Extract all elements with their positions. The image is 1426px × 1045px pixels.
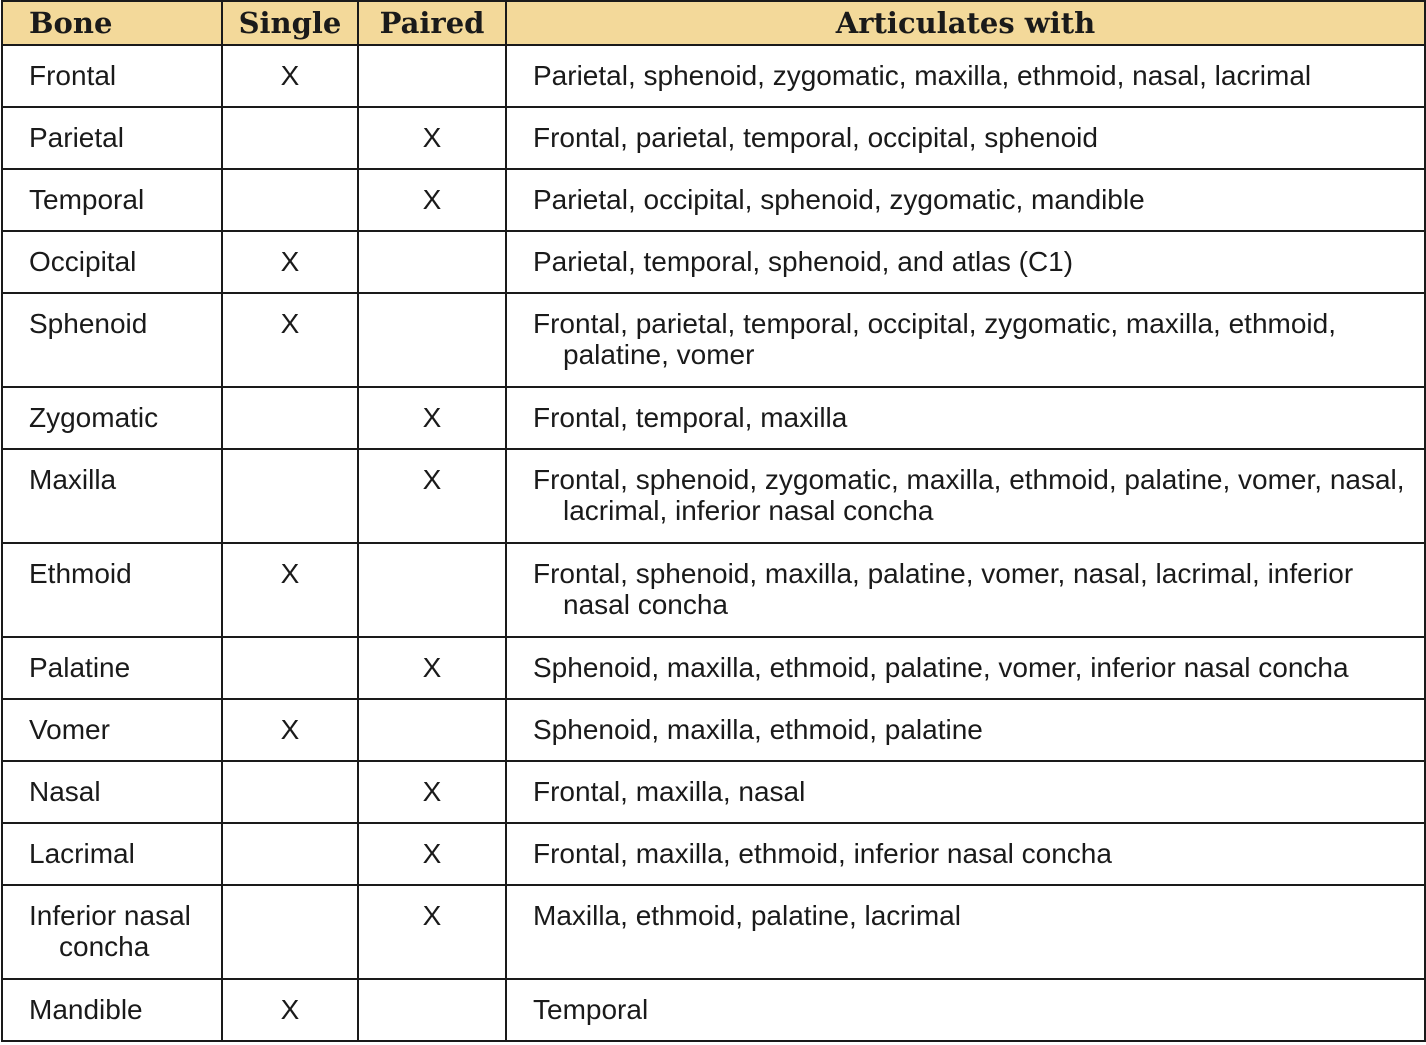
articulates-with: Frontal, temporal, maxilla: [533, 402, 848, 433]
single-mark: X: [222, 543, 358, 637]
table-row: [2, 387, 1425, 449]
paired-mark: [358, 699, 506, 761]
paired-mark: X: [358, 637, 506, 699]
table-row: [2, 449, 1425, 543]
single-mark: [222, 387, 358, 449]
table-row: [2, 637, 1425, 699]
paired-mark: X: [358, 761, 506, 823]
articulates-with: Frontal, maxilla, nasal: [533, 776, 806, 807]
header-single: Single: [222, 1, 358, 45]
bones-table: [1, 0, 1426, 1042]
articulates-with: Parietal, occipital, sphenoid, zygomatic, mandible: [533, 184, 1145, 215]
articulates-with: Sphenoid, maxilla, ethmoid, palatine: [533, 714, 983, 745]
single-mark: X: [222, 979, 358, 1041]
bone-name: Ethmoid: [29, 558, 132, 589]
bone-name: Lacrimal: [29, 838, 135, 869]
bone-name: Maxilla: [29, 464, 117, 495]
bone-name: Zygomatic: [29, 402, 159, 433]
single-mark: [222, 885, 358, 979]
single-mark: [222, 823, 358, 885]
articulates-with: Frontal, parietal, temporal, occipital, sphenoid: [533, 122, 1098, 153]
articulates-with: Frontal, parietal, temporal, occipital, zygomatic, maxilla, ethmoid, palatine, vomer: [533, 308, 1336, 370]
bone-name: Temporal: [29, 184, 145, 215]
paired-mark: X: [358, 169, 506, 231]
paired-mark: X: [358, 885, 506, 979]
paired-mark: X: [358, 449, 506, 543]
paired-mark: X: [358, 107, 506, 169]
table-row: [2, 231, 1425, 293]
single-mark: [222, 169, 358, 231]
header-row: [2, 1, 1425, 45]
paired-mark: X: [358, 387, 506, 449]
single-mark: [222, 449, 358, 543]
table-row: [2, 699, 1425, 761]
paired-mark: [358, 45, 506, 107]
table-row: [2, 169, 1425, 231]
paired-mark: [358, 543, 506, 637]
articulates-with: Sphenoid, maxilla, ethmoid, palatine, vomer, inferior nasal concha: [533, 652, 1349, 683]
single-mark: [222, 637, 358, 699]
bone-name: Frontal: [29, 60, 117, 91]
paired-mark: [358, 293, 506, 387]
articulates-with: Parietal, temporal, sphenoid, and atlas (C1): [533, 246, 1074, 277]
paired-mark: [358, 979, 506, 1041]
header-bone: Bone: [2, 1, 222, 45]
single-mark: X: [222, 293, 358, 387]
bone-name: Nasal: [29, 776, 101, 807]
table-row: [2, 293, 1425, 387]
paired-mark: X: [358, 823, 506, 885]
header-paired: Paired: [358, 1, 506, 45]
single-mark: X: [222, 231, 358, 293]
articulates-with: Frontal, maxilla, ethmoid, inferior nasal concha: [533, 838, 1112, 869]
articulates-with: Parietal, sphenoid, zygomatic, maxilla, ethmoid, nasal, lacrimal: [533, 60, 1312, 91]
bone-name: Parietal: [29, 122, 124, 153]
single-mark: X: [222, 699, 358, 761]
single-mark: X: [222, 45, 358, 107]
articulates-with: Maxilla, ethmoid, palatine, lacrimal: [533, 900, 961, 931]
bone-name: Sphenoid: [29, 308, 148, 339]
bone-name: Palatine: [29, 652, 131, 683]
bone-name: Inferior nasal concha: [29, 900, 191, 962]
table-row: [2, 823, 1425, 885]
bone-name: Mandible: [29, 994, 143, 1025]
table-row: [2, 885, 1425, 979]
table-row: [2, 543, 1425, 637]
single-mark: [222, 761, 358, 823]
header-articulates-with: Articulates with: [506, 1, 1425, 45]
paired-mark: [358, 231, 506, 293]
bone-name: Occipital: [29, 246, 137, 277]
table-row: [2, 761, 1425, 823]
articulates-with: Frontal, sphenoid, maxilla, palatine, vomer, nasal, lacrimal, inferior nasal concha: [533, 558, 1354, 620]
table-row: [2, 979, 1425, 1041]
table-header: [2, 1, 1425, 45]
articulates-with: Frontal, sphenoid, zygomatic, maxilla, ethmoid, palatine, vomer, nasal, lacrimal, inferior nasal concha: [533, 464, 1405, 526]
table-body: [2, 45, 1425, 1041]
single-mark: [222, 107, 358, 169]
articulates-with: Temporal: [533, 994, 649, 1025]
bone-name: Vomer: [29, 714, 110, 745]
table-row: [2, 45, 1425, 107]
table-row: [2, 107, 1425, 169]
